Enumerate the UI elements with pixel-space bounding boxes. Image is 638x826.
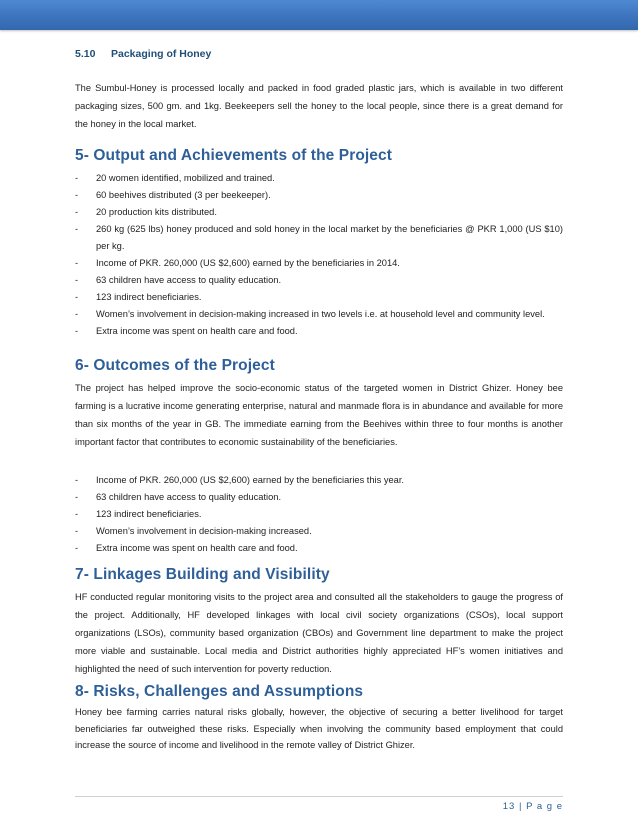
list-item [75, 204, 563, 221]
list-item [75, 472, 563, 489]
bullet-dash: - [75, 190, 79, 200]
bullet-dash: - [75, 509, 79, 519]
linkages-paragraph: HF conducted regular monitoring visits to the project area and consulted all the stakeholders to gauge the progress of the project. Additionally, HF developed linkages with local civil society organizations (CSOs), local support organizations (LSOs), community based organization (CBOs) and Government line department to make the project more viable and sustainable. Local media and District authorities highly appreciated HF’s women initiatives and highlighted the need of such intervention for poverty reduction. [75, 592, 563, 674]
list-item-text: Income of PKR. 260,000 (US $2,600) earned by the beneficiaries in 2014. [96, 258, 400, 268]
list-item-text: Extra income was spent on health care and food. [96, 326, 298, 336]
section-number: 5.10 [75, 48, 96, 60]
list-item [75, 221, 563, 255]
list-item [75, 506, 563, 523]
list-item-text: Women’s involvement in decision-making increased. [96, 526, 312, 536]
header-bar [0, 0, 638, 30]
list-item-text: 260 kg (625 lbs) honey produced and sold honey in the local market by the beneficiaries @ PKR 1,000 (US $10) per kg. [96, 224, 563, 251]
section-8-heading: 8- Risks, Challenges and Assumptions [75, 683, 364, 700]
list-item [75, 540, 563, 557]
section-5-10-heading [75, 48, 211, 60]
footer-divider [75, 796, 563, 797]
bullet-dash: - [75, 258, 79, 268]
outputs-list [75, 170, 563, 340]
bullet-dash: - [75, 173, 79, 183]
packaging-paragraph: The Sumbul-Honey is processed locally and packed in food graded plastic jars, which is available in two different packaging sizes, 500 gm. and 1kg. Beekeepers sell the honey to the local people, since there is a great demand for the honey in the local market. [75, 83, 563, 129]
list-item [75, 255, 563, 272]
page-number: 13 | P a g e [502, 801, 563, 812]
bullet-dash: - [75, 492, 79, 502]
list-item-text: 123 indirect beneficiaries. [96, 292, 202, 302]
outcomes-list [75, 472, 563, 557]
section-title: Packaging of Honey [111, 48, 212, 60]
bullet-dash: - [75, 475, 79, 485]
list-item [75, 272, 563, 289]
outcomes-paragraph: The project has helped improve the socio-economic status of the targeted women in District Ghizer. Honey bee farming is a lucrative income generating enterprise, natural and manmade flora is in abundance and available for more than six months of the year in GB. The immediate earning from the Beehives within three to four months is another important factor that contributes to economic sustainability of the beneficiaries. [75, 383, 563, 447]
list-item [75, 187, 563, 204]
list-item [75, 170, 563, 187]
list-item [75, 489, 563, 506]
section-5-heading: 5- Output and Achievements of the Project [75, 147, 393, 164]
list-item-text: 20 women identified, mobilized and trained. [96, 173, 275, 183]
list-item [75, 523, 563, 540]
list-item-text: Extra income was spent on health care and food. [96, 543, 298, 553]
bullet-dash: - [75, 543, 79, 553]
list-item [75, 289, 563, 306]
bullet-dash: - [75, 292, 79, 302]
list-item-text: 123 indirect beneficiaries. [96, 509, 202, 519]
bullet-dash: - [75, 526, 79, 536]
list-item-text: Income of PKR. 260,000 (US $2,600) earned by the beneficiaries this year. [96, 475, 405, 485]
list-item [75, 306, 563, 323]
bullet-dash: - [75, 275, 79, 285]
bullet-dash: - [75, 309, 79, 319]
bullet-dash: - [75, 326, 79, 336]
bullet-dash: - [75, 207, 79, 217]
section-7-heading: 7- Linkages Building and Visibility [75, 566, 330, 583]
list-item-text: 60 beehives distributed (3 per beekeeper). [96, 190, 271, 200]
bullet-dash: - [75, 224, 79, 234]
section-6-heading: 6- Outcomes of the Project [75, 357, 275, 374]
list-item-text: 63 children have access to quality education. [96, 492, 282, 502]
list-item [75, 323, 563, 340]
risks-paragraph: Honey bee farming carries natural risks globally, however, the objective of securing a better livelihood for target beneficiaries far outweighed these risks. Especially when involving the community based employment that could increase the source of income and livelihood in the remote valley of District Ghizer. [75, 707, 563, 750]
list-item-text: 20 production kits distributed. [96, 207, 217, 217]
list-item-text: Women’s involvement in decision-making increased in two levels i.e. at household level and community level. [96, 309, 545, 319]
list-item-text: 63 children have access to quality education. [96, 275, 282, 285]
